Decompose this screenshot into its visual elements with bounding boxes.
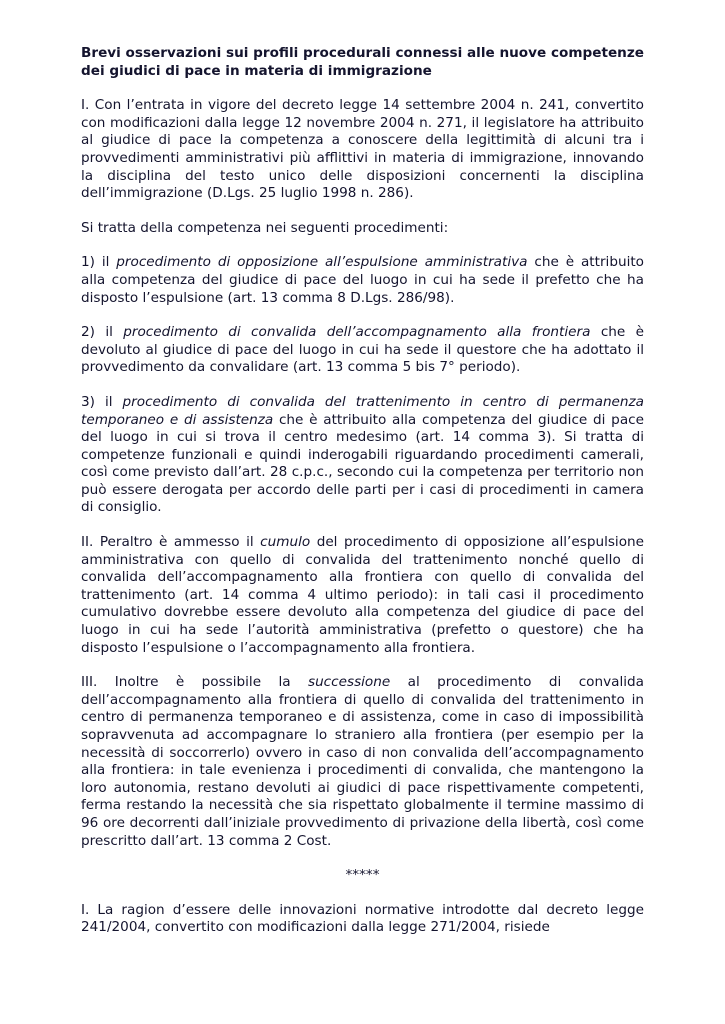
section-separator: *****	[345, 867, 380, 884]
intro-paragraph: I. Con l’entrata in vigore del decreto legge 14 settembre 2004 n. 241, convertito con modificazioni dalla legge 12 novembre 2004 n. 271, il legislatore ha attribuito al giudice di pace la competenza a conoscere della legittimità di alcuni tra i provvedimenti amministrativi più afflittivi in materia di immigrazione, innovando la disciplina del testo unico delle disposizioni concernenti la disciplina dell’immigrazione (D.Lgs. 25 luglio 1998 n. 286).	[81, 97, 644, 202]
section-2-prefix: II. Peraltro è ammesso il	[81, 534, 261, 551]
section-2-paragraph	[81, 534, 644, 657]
item-1-emphasis: procedimento di opposizione all’espulsione amministrativa	[116, 254, 528, 271]
item-1-paragraph	[81, 254, 644, 307]
item-3-prefix: 3) il	[81, 393, 123, 410]
item-2-text: che è devoluto al giudice di pace del luogo in cui ha sede il questore che ha adottato il provvedimento da convalidare (art. 13 comma 5 bis 7° periodo).	[81, 324, 645, 376]
item-2-emphasis: procedimento di convalida dell’accompagnamento alla frontiera	[123, 324, 591, 341]
section-3-paragraph	[81, 674, 644, 850]
document-title: Brevi osservazioni sui profili procedurali connessi alle nuove competenze dei giudici di pace in materia di immigrazione	[81, 45, 644, 79]
item-3-emphasis: procedimento di convalida del trattenimento in centro di permanenza temporaneo e di assistenza	[81, 393, 644, 428]
item-3-paragraph	[81, 394, 644, 517]
section-2-text: del procedimento di opposizione all’espulsione amministrativa con quello di convalida del trattenimento nonché quello di convalida dell’accompagnamento alla frontiera con quello di convalida del trattenimento (art. 14 comma 4 ultimo periodo): in tali casi il procedimento cumulativo dovrebbe essere devoluto alla competenza del giudice di pace del luogo in cui ha sede l’autorità amministrativa (prefetto o questore) che ha disposto l’espulsione o l’accompagnamento alla frontiera.	[81, 534, 644, 656]
item-3-text: che è attribuito alla competenza del giudice di pace del luogo in cui si trova il centro medesimo (art. 14 comma 3). Si tratta di competenze funzionali e quindi inderogabili riguardando procedimenti camerali, così come previsto dall’art. 28 c.p.c., secondo cui la competenza per territorio non può essere derogata per accordo delle parti per i casi di procedimenti in camera di consiglio.	[81, 411, 644, 516]
section-2-emphasis: cumulo	[260, 534, 311, 551]
closing-paragraph: I. La ragion d’essere delle innovazioni normative introdotte dal decreto legge 241/2004, convertito con modificazioni dalla legge 271/2004, risiede	[81, 901, 644, 936]
document-page	[81, 45, 644, 954]
item-1-prefix: 1) il	[81, 254, 117, 271]
section-3-prefix: III. Inoltre è possibile la	[81, 674, 308, 691]
section-3-text: al procedimento di convalida dell’accompagnamento alla frontiera di quello di convalida del trattenimento in centro di permanenza temporaneo e di assistenza, come in caso di impossibilità sopravvenuta ad accompagnare lo straniero alla frontiera (per esempio per la necessità di soccorrerlo) ovvero in caso di non convalida dell’accompagnamento alla frontiera: in tale evenienza i procedimenti di convalida, che mantengono la loro autonomia, restano devoluti ai giudici di pace rispettivamente competenti, ferma restando la necessità che sia rispettato globalmente il termine massimo di 96 ore decorrenti dall’iniziale provvedimento di privazione della libertà, così come prescritto dall’art. 13 comma 2 Cost.	[81, 674, 645, 849]
lead-paragraph: Si tratta della competenza nei seguenti procedimenti:	[81, 219, 449, 236]
section-3-emphasis: successione	[307, 674, 391, 691]
item-2-paragraph	[81, 324, 644, 377]
item-2-prefix: 2) il	[81, 324, 124, 341]
item-1-text: che è attribuito alla competenza del giudice di pace del luogo in cui ha sede il prefetto che ha disposto l’espulsione (art. 13 comma 8 D.Lgs. 286/98).	[81, 254, 644, 306]
